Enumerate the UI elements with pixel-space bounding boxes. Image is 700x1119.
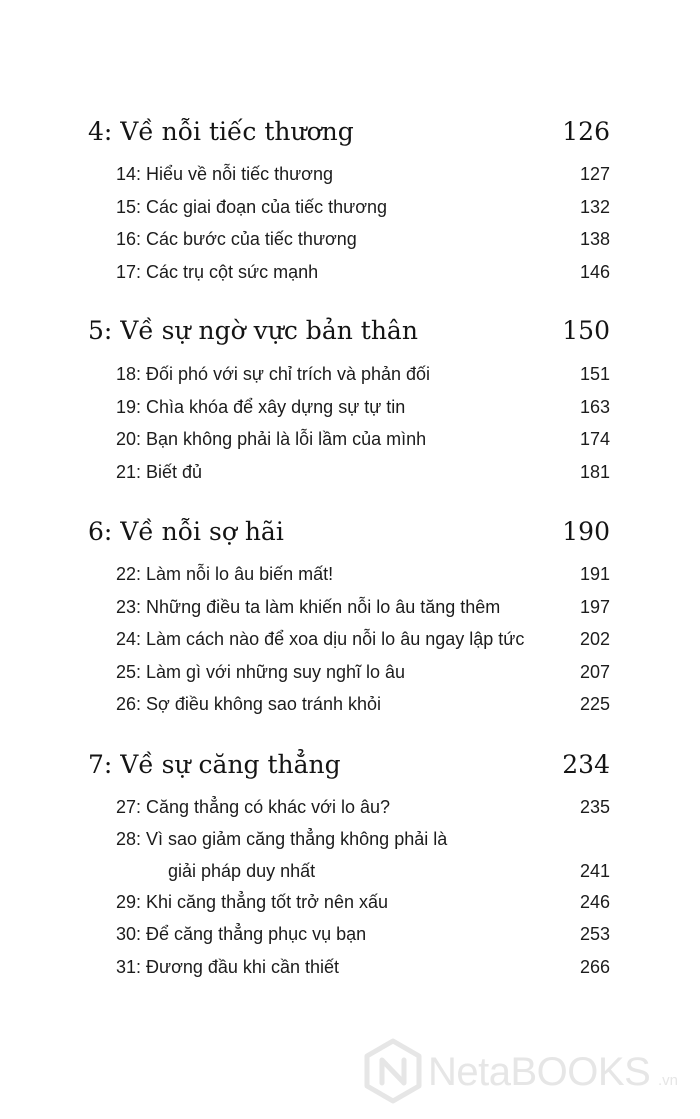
entry-page-number: 253 — [579, 924, 610, 944]
entry-title: 14: Hiểu về nỗi tiếc thương — [116, 164, 333, 184]
entry-page-number: 181 — [579, 462, 610, 482]
entry-title: 27: Căng thẳng có khác với lo âu? — [116, 797, 390, 817]
entry-title: 16: Các bước của tiếc thương — [116, 229, 357, 249]
entry-page-number: 132 — [579, 197, 610, 217]
entry-title: 22: Làm nỗi lo âu biến mất! — [116, 564, 334, 584]
watermark-domain-suffix: .vn — [658, 1072, 679, 1089]
netabooks-watermark — [362, 1038, 692, 1108]
entry-page-number: 225 — [579, 694, 610, 714]
part-heading — [88, 512, 610, 552]
entry-page-number: 207 — [579, 662, 610, 682]
entry-page-number: 202 — [579, 629, 610, 649]
part-heading — [88, 745, 610, 785]
toc-entry — [116, 825, 610, 885]
entry-title: 28: Vì sao giảm căng thẳng không phải là — [116, 829, 448, 849]
part-heading — [88, 112, 610, 152]
part-heading — [88, 311, 610, 351]
entry-title: 29: Khi căng thẳng tốt trở nên xấu — [116, 892, 388, 912]
toc-entry — [116, 393, 610, 421]
toc-entry — [116, 258, 610, 286]
part-title: 7: Về sự căng thẳng — [88, 750, 341, 779]
entry-title: 15: Các giai đoạn của tiếc thương — [116, 197, 388, 217]
netabooks-logo-icon — [362, 1038, 424, 1104]
entry-title: 17: Các trụ cột sức mạnh — [116, 262, 319, 282]
entry-title: 25: Làm gì với những suy nghĩ lo âu — [116, 662, 406, 682]
entry-title: 30: Để căng thẳng phục vụ bạn — [116, 924, 367, 944]
toc-entry — [116, 793, 610, 821]
watermark-text: NetaBOOKS — [428, 1050, 651, 1094]
entry-page-number: 151 — [579, 364, 610, 384]
entry-title: 24: Làm cách nào để xoa dịu nỗi lo âu ngay lập tức — [116, 629, 525, 649]
entry-title-continuation: giải pháp duy nhất — [168, 861, 316, 881]
toc-entry — [116, 625, 610, 653]
entry-page-number: 241 — [579, 861, 610, 881]
entry-page-number: 191 — [579, 564, 610, 584]
part-page-number: 234 — [562, 750, 610, 779]
entry-page-number: 127 — [579, 164, 610, 184]
entry-title: 21: Biết đủ — [116, 462, 203, 482]
toc-entry — [116, 888, 610, 916]
entry-page-number: 235 — [579, 797, 610, 817]
entry-page-number: 197 — [579, 597, 610, 617]
toc-entry — [116, 360, 610, 388]
entry-title: 20: Bạn không phải là lỗi lầm của mình — [116, 429, 427, 449]
entry-page-number: 146 — [579, 262, 610, 282]
entry-title: 18: Đối phó với sự chỉ trích và phản đối — [116, 364, 431, 384]
part-page-number: 190 — [562, 517, 610, 546]
entry-page-number: 138 — [579, 229, 610, 249]
toc-entry — [116, 160, 610, 188]
part-page-number: 150 — [562, 316, 610, 345]
toc-entry — [116, 560, 610, 588]
toc-entry — [116, 920, 610, 948]
toc-entry — [116, 225, 610, 253]
part-page-number: 126 — [562, 117, 610, 146]
part-title: 5: Về sự ngờ vực bản thân — [88, 316, 418, 345]
toc-entry — [116, 193, 610, 221]
entry-page-number: 266 — [579, 957, 610, 977]
entry-page-number: 163 — [579, 397, 610, 417]
entry-title: 19: Chìa khóa để xây dựng sự tự tin — [116, 397, 406, 417]
part-title: 6: Về nỗi sợ hãi — [88, 517, 284, 546]
entry-title: 23: Những điều ta làm khiến nỗi lo âu tăng thêm — [116, 597, 501, 617]
toc-entry — [116, 690, 610, 718]
entry-title: 26: Sợ điều không sao tránh khỏi — [116, 694, 381, 714]
entry-title: 31: Đương đầu khi cần thiết — [116, 957, 339, 977]
part-title: 4: Về nỗi tiếc thương — [88, 117, 354, 146]
toc-entry — [116, 593, 610, 621]
toc-entry — [116, 425, 610, 453]
entry-page-number: 246 — [579, 892, 610, 912]
toc-entry — [116, 458, 610, 486]
toc-entry — [116, 658, 610, 686]
toc-entry — [116, 953, 610, 981]
entry-page-number: 174 — [579, 429, 610, 449]
